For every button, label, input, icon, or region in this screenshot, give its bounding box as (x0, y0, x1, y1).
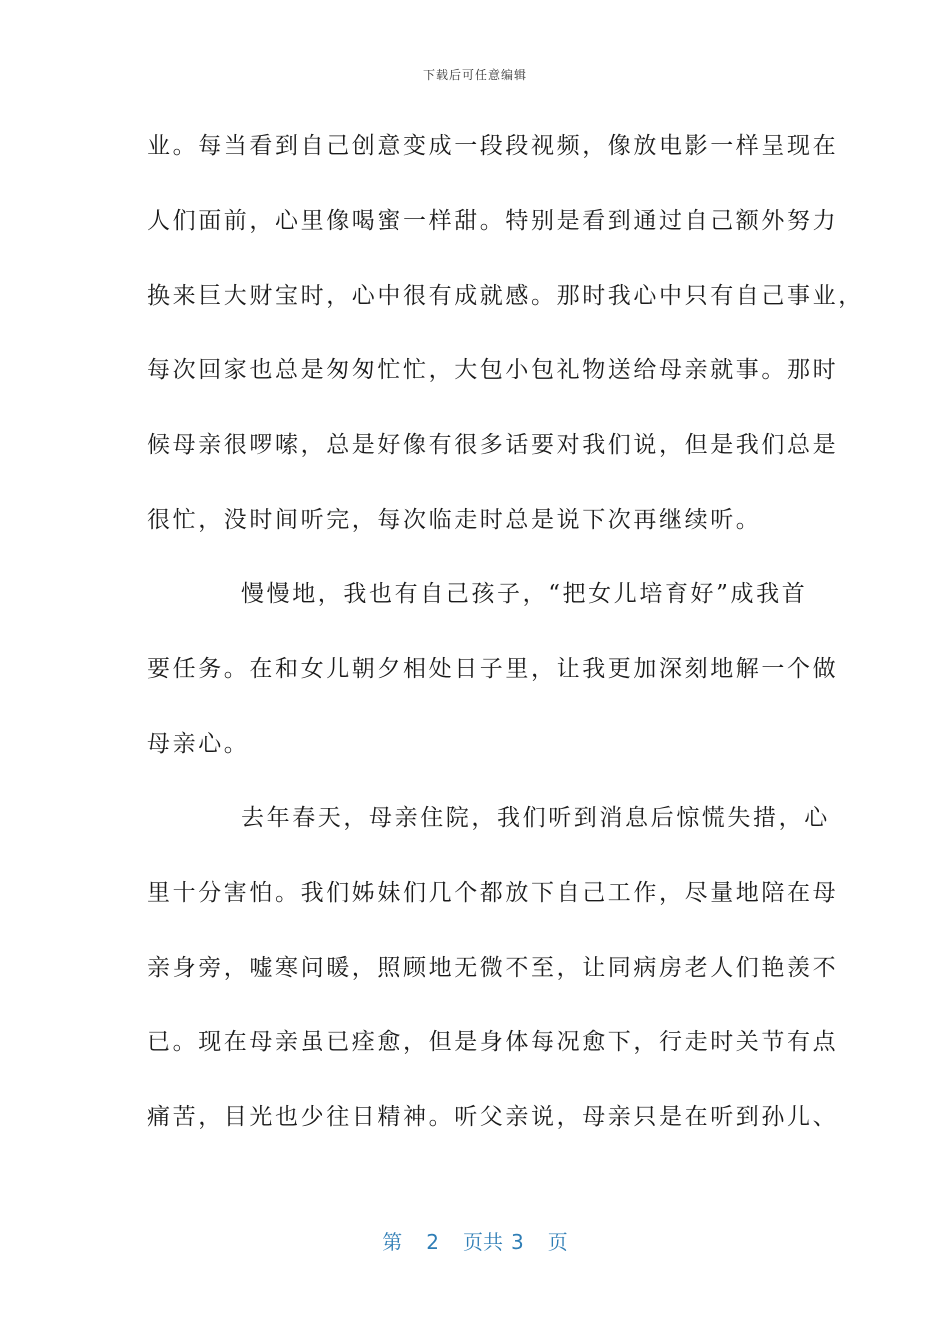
text-line: 要任务。在和女儿朝夕相处日子里，让我更加深刻地解一个做 (147, 656, 839, 682)
page-header: 下载后可任意编辑 (422, 68, 527, 82)
text-line: 每次回家也总是匆匆忙忙，大包小包礼物送给母亲就事。那时 (147, 357, 839, 383)
text-line: 候母亲很啰嗦，总是好像有很多话要对我们说，但是我们总是 (147, 432, 839, 458)
footer-suffix: 页 (547, 1230, 568, 1254)
total-pages-number: 3 (511, 1230, 524, 1254)
text-line: 已。现在母亲虽已痊愈，但是身体每况愈下，行走时关节有点 (147, 1029, 839, 1055)
text-line: 换来巨大财宝时，心中很有成就感。那时我心中只有自己事业， (147, 283, 864, 309)
footer-middle: 页共 (463, 1230, 503, 1254)
text-line: 母亲心。 (147, 731, 250, 757)
footer-prefix: 第 (382, 1230, 403, 1254)
page-number-footer (0, 1226, 950, 1255)
text-line: 业。每当看到自己创意变成一段段视频，像放电影一样呈现在 (147, 133, 839, 159)
paragraph-first-line: 慢慢地，我也有自己孩子，“把女儿培育好”成我首 (241, 581, 808, 607)
text-line: 痛苦，目光也少往日精神。听父亲说，母亲只是在听到孙儿、 (147, 1104, 839, 1130)
text-line: 亲身旁，嘘寒问暖，照顾地无微不至，让同病房老人们艳羡不 (147, 955, 839, 981)
current-page-number: 2 (426, 1230, 439, 1254)
paragraph-first-line: 去年春天，母亲住院，我们听到消息后惊慌失措，心 (241, 805, 830, 831)
text-line: 里十分害怕。我们姊妹们几个都放下自己工作，尽量地陪在母 (147, 880, 839, 906)
text-line: 很忙，没时间听完，每次临走时总是说下次再继续听。 (147, 507, 762, 533)
text-line: 人们面前，心里像喝蜜一样甜。特别是看到通过自己额外努力 (147, 208, 839, 234)
